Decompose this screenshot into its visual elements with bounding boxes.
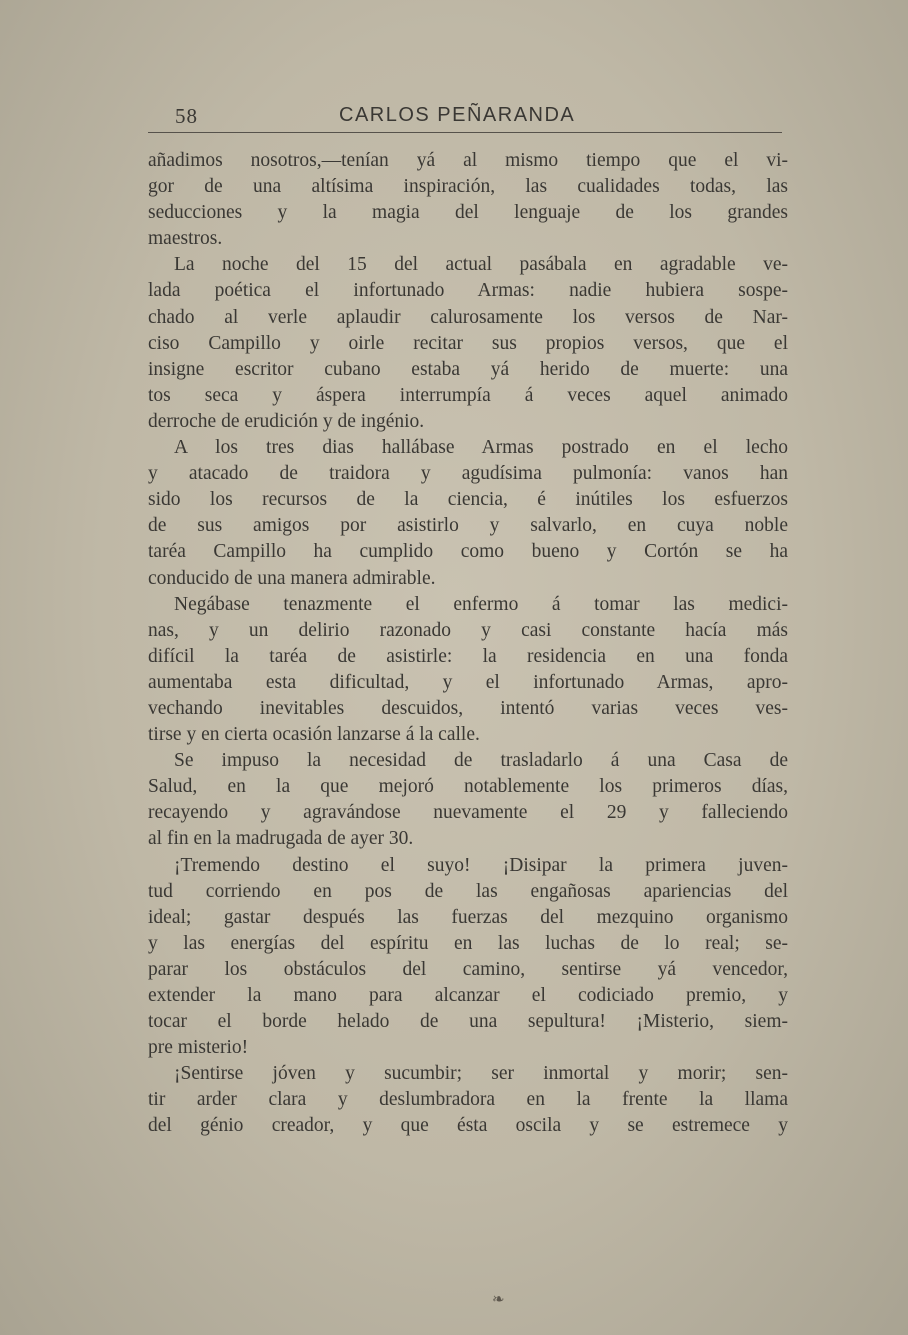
text-line: ¡Sentirse jóven y sucumbir; ser inmortal y morir; sen- xyxy=(174,1063,788,1085)
text-line: La noche del 15 del actual pasábala en agradable ve- xyxy=(174,254,788,276)
text-line: tirse y en cierta ocasión lanzarse á la calle. xyxy=(148,724,480,746)
running-head xyxy=(165,100,785,130)
text-line: Negábase tenazmente el enfermo á tomar las medici- xyxy=(174,593,788,615)
text-line: tir arder clara y deslumbradora en la frente la llama xyxy=(148,1089,788,1111)
text-line: conducido de una manera admirable. xyxy=(148,567,436,589)
text-line: seducciones y la magia del lenguaje de los grandes xyxy=(148,202,788,224)
page-number: 58 xyxy=(175,104,198,128)
text-line: y atacado de traidora y agudísima pulmonía: vanos han xyxy=(148,463,788,485)
text-line: chado al verle aplaudir calurosamente los versos de Nar- xyxy=(148,306,788,328)
text-line: vechando inevitables descuidos, intentó varias veces ves- xyxy=(148,697,788,719)
text-line: Se impuso la necesidad de trasladarlo á una Casa de xyxy=(174,750,788,772)
text-line: extender la mano para alcanzar el codiciado premio, y xyxy=(148,985,788,1006)
text-line: de sus amigos por asistirlo y salvarlo, en cuya noble xyxy=(148,515,788,537)
text-line: sido los recursos de la ciencia, é inútiles los esfuerzos xyxy=(148,489,788,511)
text-line: aumentaba esta dificultad, y el infortunado Armas, apro- xyxy=(148,671,788,693)
text-line: al fin en la madrugada de ayer 30. xyxy=(148,828,414,850)
text-line: maestros. xyxy=(148,228,223,250)
text-line: añadimos nosotros,—tenían yá al mismo tiempo que el vi- xyxy=(148,150,788,171)
text-line: insigne escritor cubano estaba yá herido de muerte: una xyxy=(148,358,788,380)
printer-mark-icon: ❧ xyxy=(492,1292,505,1308)
text-line: y las energías del espíritu en las luchas de lo real; se- xyxy=(148,932,788,954)
text-line: recayendo y agravándose nuevamente el 29 y falleciendo xyxy=(148,802,788,824)
text-line: tud corriendo en pos de las engañosas apariencias del xyxy=(148,880,788,902)
text-line: nas, y un delirio razonado y casi constante hacía más xyxy=(148,619,788,641)
text-line: tocar el borde helado de una sepultura! ¡Misterio, siem- xyxy=(148,1011,788,1033)
text-line: del génio creador, y que ésta oscila y se estremece y xyxy=(148,1115,788,1137)
text-line: A los tres dias hallábase Armas postrado en el lecho xyxy=(174,437,788,459)
text-line: ¡Tremendo destino el suyo! ¡Disipar la primera juven- xyxy=(174,854,788,876)
text-line: derroche de erudición y de ingénio. xyxy=(148,410,425,432)
text-line: lada poética el infortunado Armas: nadie hubiera sospe- xyxy=(148,280,788,302)
text-line: gor de una altísima inspiración, las cualidades todas, las xyxy=(148,176,788,198)
body-text xyxy=(148,148,788,1140)
text-line: pre misterio! xyxy=(148,1037,249,1059)
text-line: ideal; gastar después las fuerzas del mezquino organismo xyxy=(148,906,788,928)
text-line: parar los obstáculos del camino, sentirse yá vencedor, xyxy=(148,958,788,980)
text-line: ciso Campillo y oirle recitar sus propios versos, que el xyxy=(148,332,788,354)
text-line: Salud, en la que mejoró notablemente los primeros días, xyxy=(148,776,788,798)
text-line: difícil la taréa de asistirle: la residencia en una fonda xyxy=(148,645,788,667)
text-line: taréa Campillo ha cumplido como bueno y Cortón se ha xyxy=(148,541,788,563)
running-head-title: CARLOS PEÑARANDA xyxy=(339,104,576,126)
text-line: tos seca y áspera interrumpía á veces aquel animado xyxy=(148,384,788,406)
header-rule xyxy=(148,132,782,133)
